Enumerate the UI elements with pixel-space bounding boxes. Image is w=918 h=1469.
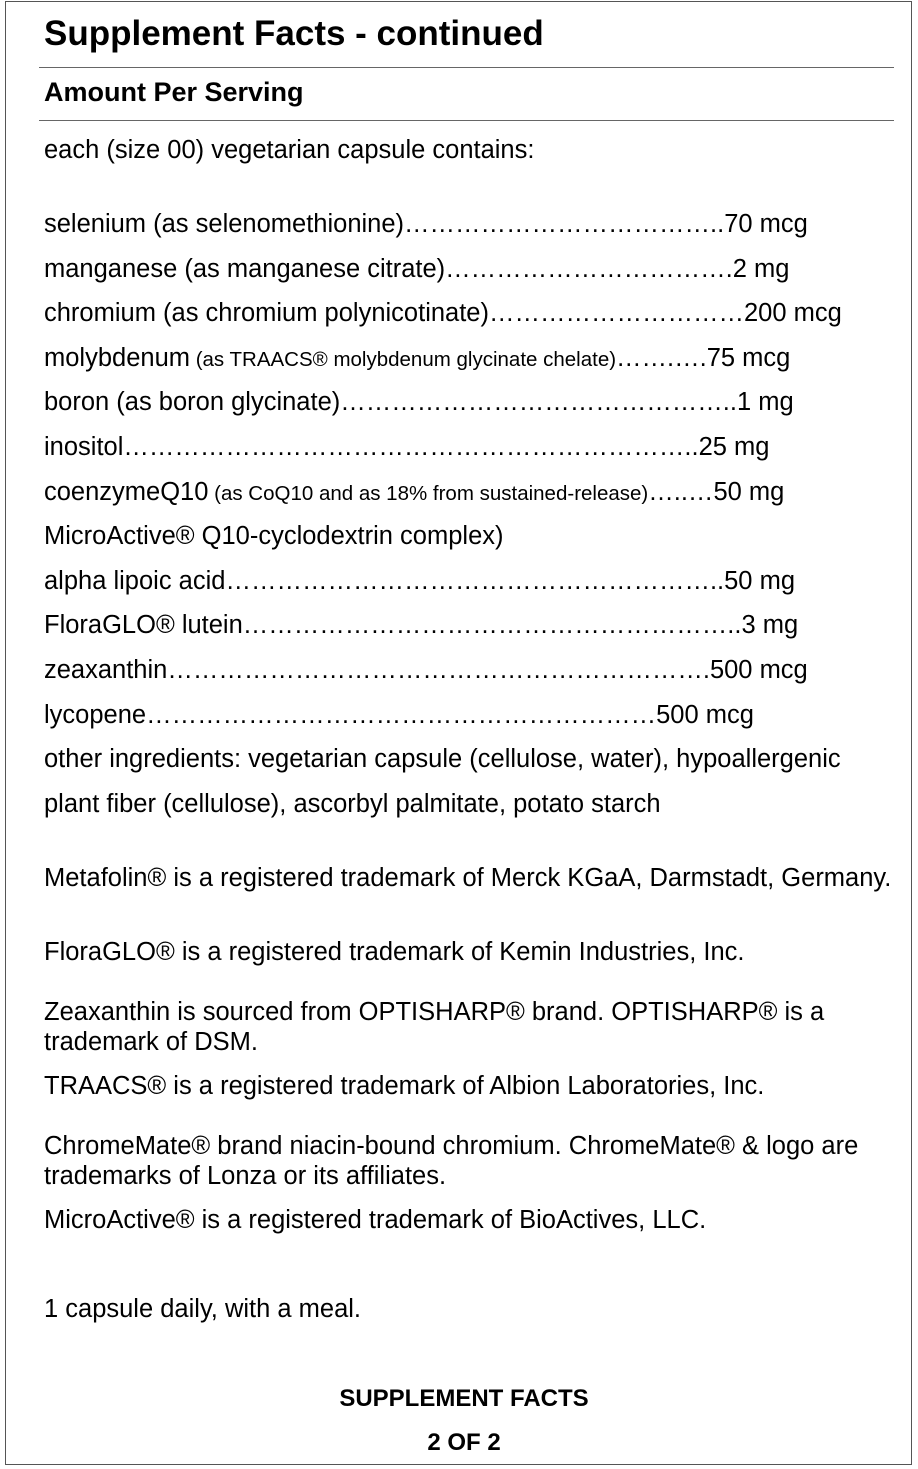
ingredient-name: selenium (as selenomethionine) [44, 210, 405, 238]
directions-text: 1 capsule daily, with a meal. [44, 1295, 362, 1323]
leader-dots: ………………………… [488, 299, 744, 327]
leader-dots: ……………………………………….. [340, 388, 737, 416]
heading-divider [39, 120, 894, 121]
ingredient-name: chromium (as chromium polynicotinate) [44, 299, 489, 327]
ingredient-amount: 500 mcg [656, 701, 754, 729]
leader-dots: ………………………………………………………. [167, 656, 710, 684]
leader-dots: ………………………………………………….. [242, 611, 742, 639]
ingredient-row-boron [44, 387, 794, 417]
trademark-chromemate: ChromeMate® brand niacin-bound chromium. ChromeMate® & logo are trademarks of Lonza or its affiliates. [44, 1132, 859, 1190]
ingredient-detail: (as TRAACS® molybdenum glycinate chelate) [190, 348, 617, 371]
leader-dots: ………………………………………………………….. [123, 433, 699, 461]
ingredient-row-lutein [44, 610, 798, 640]
leader-dots: ……………………………….. [404, 210, 725, 238]
footer-label: SUPPLEMENT FACTS [339, 1385, 589, 1412]
ingredient-name: inositol [44, 433, 124, 461]
ingredient-row-manganese [44, 254, 789, 284]
intro-text: each (size 00) vegetarian capsule contains: [44, 136, 535, 164]
leader-dots: ………………………………………………….. [225, 567, 725, 595]
trademark-traacs: TRAACS® is a registered trademark of Albion Laboratories, Inc. [44, 1072, 765, 1100]
ingredient-row-chromium [44, 298, 842, 328]
trademark-optisharp: Zeaxanthin is sourced from OPTISHARP® brand. OPTISHARP® is a trademark of DSM. [44, 998, 825, 1056]
leader-dots: …..… [648, 478, 714, 506]
leader-dots: ……………………………. [445, 255, 733, 283]
ingredient-name: zeaxanthin [44, 656, 168, 684]
ingredient-amount: 500 mcg [709, 656, 808, 684]
ingredient-amount: 3 mg [741, 611, 799, 639]
ingredient-name: molybdenum [44, 344, 190, 372]
ingredient-amount: 70 mcg [724, 210, 808, 238]
ingredient-row-alpha-lipoic-acid [44, 566, 795, 596]
leader-dots: …….…. [616, 344, 707, 372]
ingredient-row-microactive [44, 521, 504, 551]
ingredient-amount: 50 mg [724, 567, 795, 595]
title-divider [39, 67, 894, 68]
ingredient-name: alpha lipoic acid [44, 567, 226, 595]
other-ingredients-line-1: other ingredients: vegetarian capsule (cellulose, water), hypoallergenic [44, 745, 841, 773]
amount-per-serving-heading: Amount Per Serving [44, 77, 304, 107]
ingredient-row-molybdenum [44, 343, 790, 375]
ingredient-amount: 75 mcg [706, 344, 791, 372]
ingredient-name: FloraGLO® lutein [44, 611, 243, 639]
ingredient-name: manganese (as manganese citrate) [44, 255, 446, 283]
leader-dots: …………………………………………………… [146, 701, 657, 729]
ingredient-row-lycopene [44, 700, 754, 730]
other-ingredients-line-2: plant fiber (cellulose), ascorbyl palmitate, potato starch [44, 790, 661, 818]
page-title: Supplement Facts - continued [44, 14, 544, 53]
ingredient-amount: 25 mg [698, 433, 770, 461]
ingredient-name: MicroActive® Q10-cyclodextrin complex) [44, 522, 504, 550]
ingredient-name: coenzymeQ10 [44, 478, 209, 506]
ingredient-row-zeaxanthin [44, 655, 808, 685]
trademark-metafolin: Metafolin® is a registered trademark of Merck KGaA, Darmstadt, Germany. [44, 864, 892, 892]
ingredient-name: boron (as boron glycinate) [44, 388, 341, 416]
ingredient-amount: 50 mg [713, 478, 785, 506]
ingredient-row-selenium [44, 209, 808, 239]
ingredient-detail: (as CoQ10 and as 18% from sustained-release) [208, 482, 649, 505]
ingredient-row-inositol [44, 432, 769, 462]
ingredient-amount: 2 mg [732, 255, 790, 283]
ingredient-amount: 1 mg [736, 388, 794, 416]
ingredient-row-coenzymeq10 [44, 477, 784, 509]
ingredient-amount: 200 mcg [743, 299, 842, 327]
page-indicator: 2 OF 2 [427, 1429, 501, 1456]
trademark-floraglo: FloraGLO® is a registered trademark of Kemin Industries, Inc. [44, 938, 745, 966]
trademark-microactive: MicroActive® is a registered trademark of BioActives, LLC. [44, 1206, 707, 1234]
ingredient-name: lycopene [44, 701, 147, 729]
